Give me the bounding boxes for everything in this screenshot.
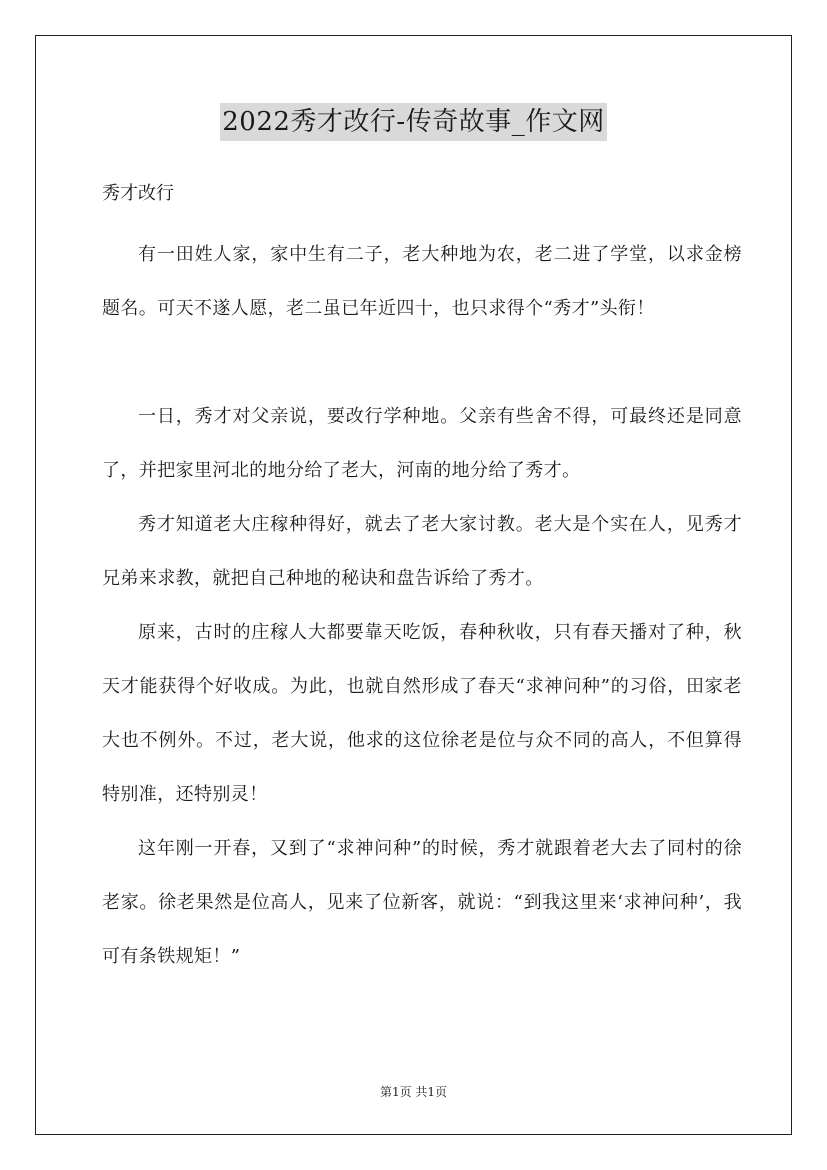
paragraph-4: 原来，古时的庄稼人大都要靠天吃饭，春种秋收，只有春天播对了种，秋天才能获得个好收成。为此，也就自然形成了春天“求神问种”的习俗，田家老大也不例外。不过，老大说，他求的这位徐老是位与众不同的高人，不但算得特别准，还特别灵！ xyxy=(102,622,742,805)
title-container xyxy=(0,103,827,141)
document-body xyxy=(102,228,742,984)
document-title: 2022秀才改行-传奇故事_作文网 xyxy=(220,103,606,141)
paragraph-5: 这年刚一开春，又到了“求神问种”的时候，秀才就跟着老大去了同村的徐老家。徐老果然是位高人，见来了位新客，就说：“到我这里来‘求神问种’，我可有条铁规矩！” xyxy=(102,838,742,967)
paragraph-3: 秀才知道老大庄稼种得好，就去了老大家讨教。老大是个实在人，见秀才兄弟来求教，就把自己种地的秘诀和盘告诉给了秀才。 xyxy=(102,514,742,589)
page-footer: 第1页 共1页 xyxy=(379,1085,448,1099)
paragraph-1: 有一田姓人家，家中生有二子，老大种地为农，老二进了学堂，以求金榜题名。可天不遂人愿，老二虽已年近四十，也只求得个“秀才”头衔！ xyxy=(102,244,742,319)
paragraph-2: 一日，秀才对父亲说，要改行学种地。父亲有些舍不得，可最终还是同意了，并把家里河北的地分给了老大，河南的地分给了秀才。 xyxy=(102,406,742,481)
document-subtitle: 秀才改行 xyxy=(102,183,174,204)
